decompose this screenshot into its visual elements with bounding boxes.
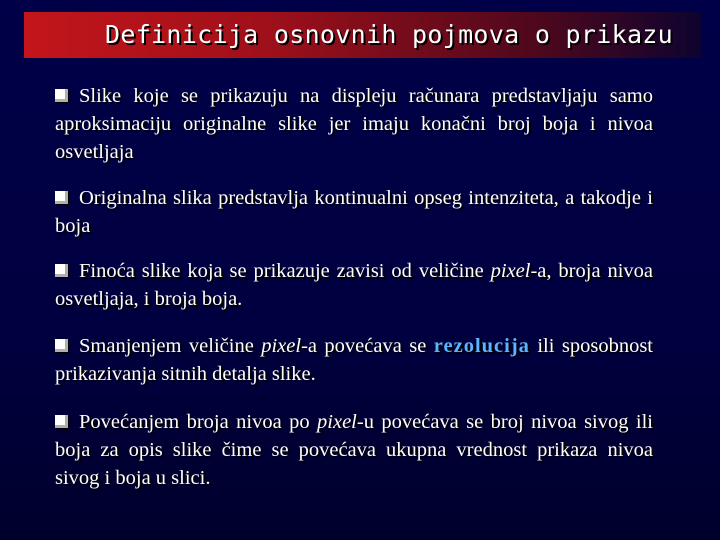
bullet-text: ili sposobnost prikazivanja sitnih detalja slike. (55, 335, 653, 385)
square-bullet-icon (55, 89, 68, 102)
bullet-item (55, 184, 653, 240)
bullet-text: -a, broja nivoa osvetljaja, i broja boja. (55, 260, 654, 310)
square-bullet-icon (55, 264, 68, 277)
bullet-text: Povećanjem broja nivoa po (79, 411, 318, 433)
bullet-item (55, 257, 653, 313)
emphasized-term: pixel (261, 335, 302, 357)
square-bullet-icon (55, 339, 68, 352)
square-bullet-icon (55, 191, 68, 204)
square-bullet-icon (55, 415, 68, 428)
emphasized-term: pixel (490, 260, 531, 282)
emphasized-term: pixel (317, 411, 357, 433)
slide-title: Definicija osnovnih pojmova o prikazu (105, 20, 673, 49)
bullet-text: Originalna slika predstavlja kontinualni opseg intenziteta, a takodje i boja (55, 187, 653, 237)
highlighted-term: rezolucija (433, 335, 530, 357)
bullet-item (55, 82, 653, 166)
bullet-item (55, 408, 653, 492)
bullet-text: Slike koje se prikazuju na displeju računara predstavljaju samo aproksimaciju originalne slike jer imaju konačni broj boja i nivoa osvetljaja (55, 85, 653, 163)
bullet-text: -a povećava se (301, 335, 434, 357)
bullet-text: Smanjenjem veličine (79, 335, 262, 357)
bullet-item (55, 332, 653, 388)
bullet-list (55, 82, 653, 510)
title-bar (24, 12, 702, 58)
bullet-text: -u povećava se broj nivoa sivog ili boja za opis slike čime se povećava ukupna vrednost prikaza nivoa sivog i boja u slici. (55, 411, 653, 489)
bullet-text: Finoća slike koja se prikazuje zavisi od veličine (79, 260, 491, 282)
